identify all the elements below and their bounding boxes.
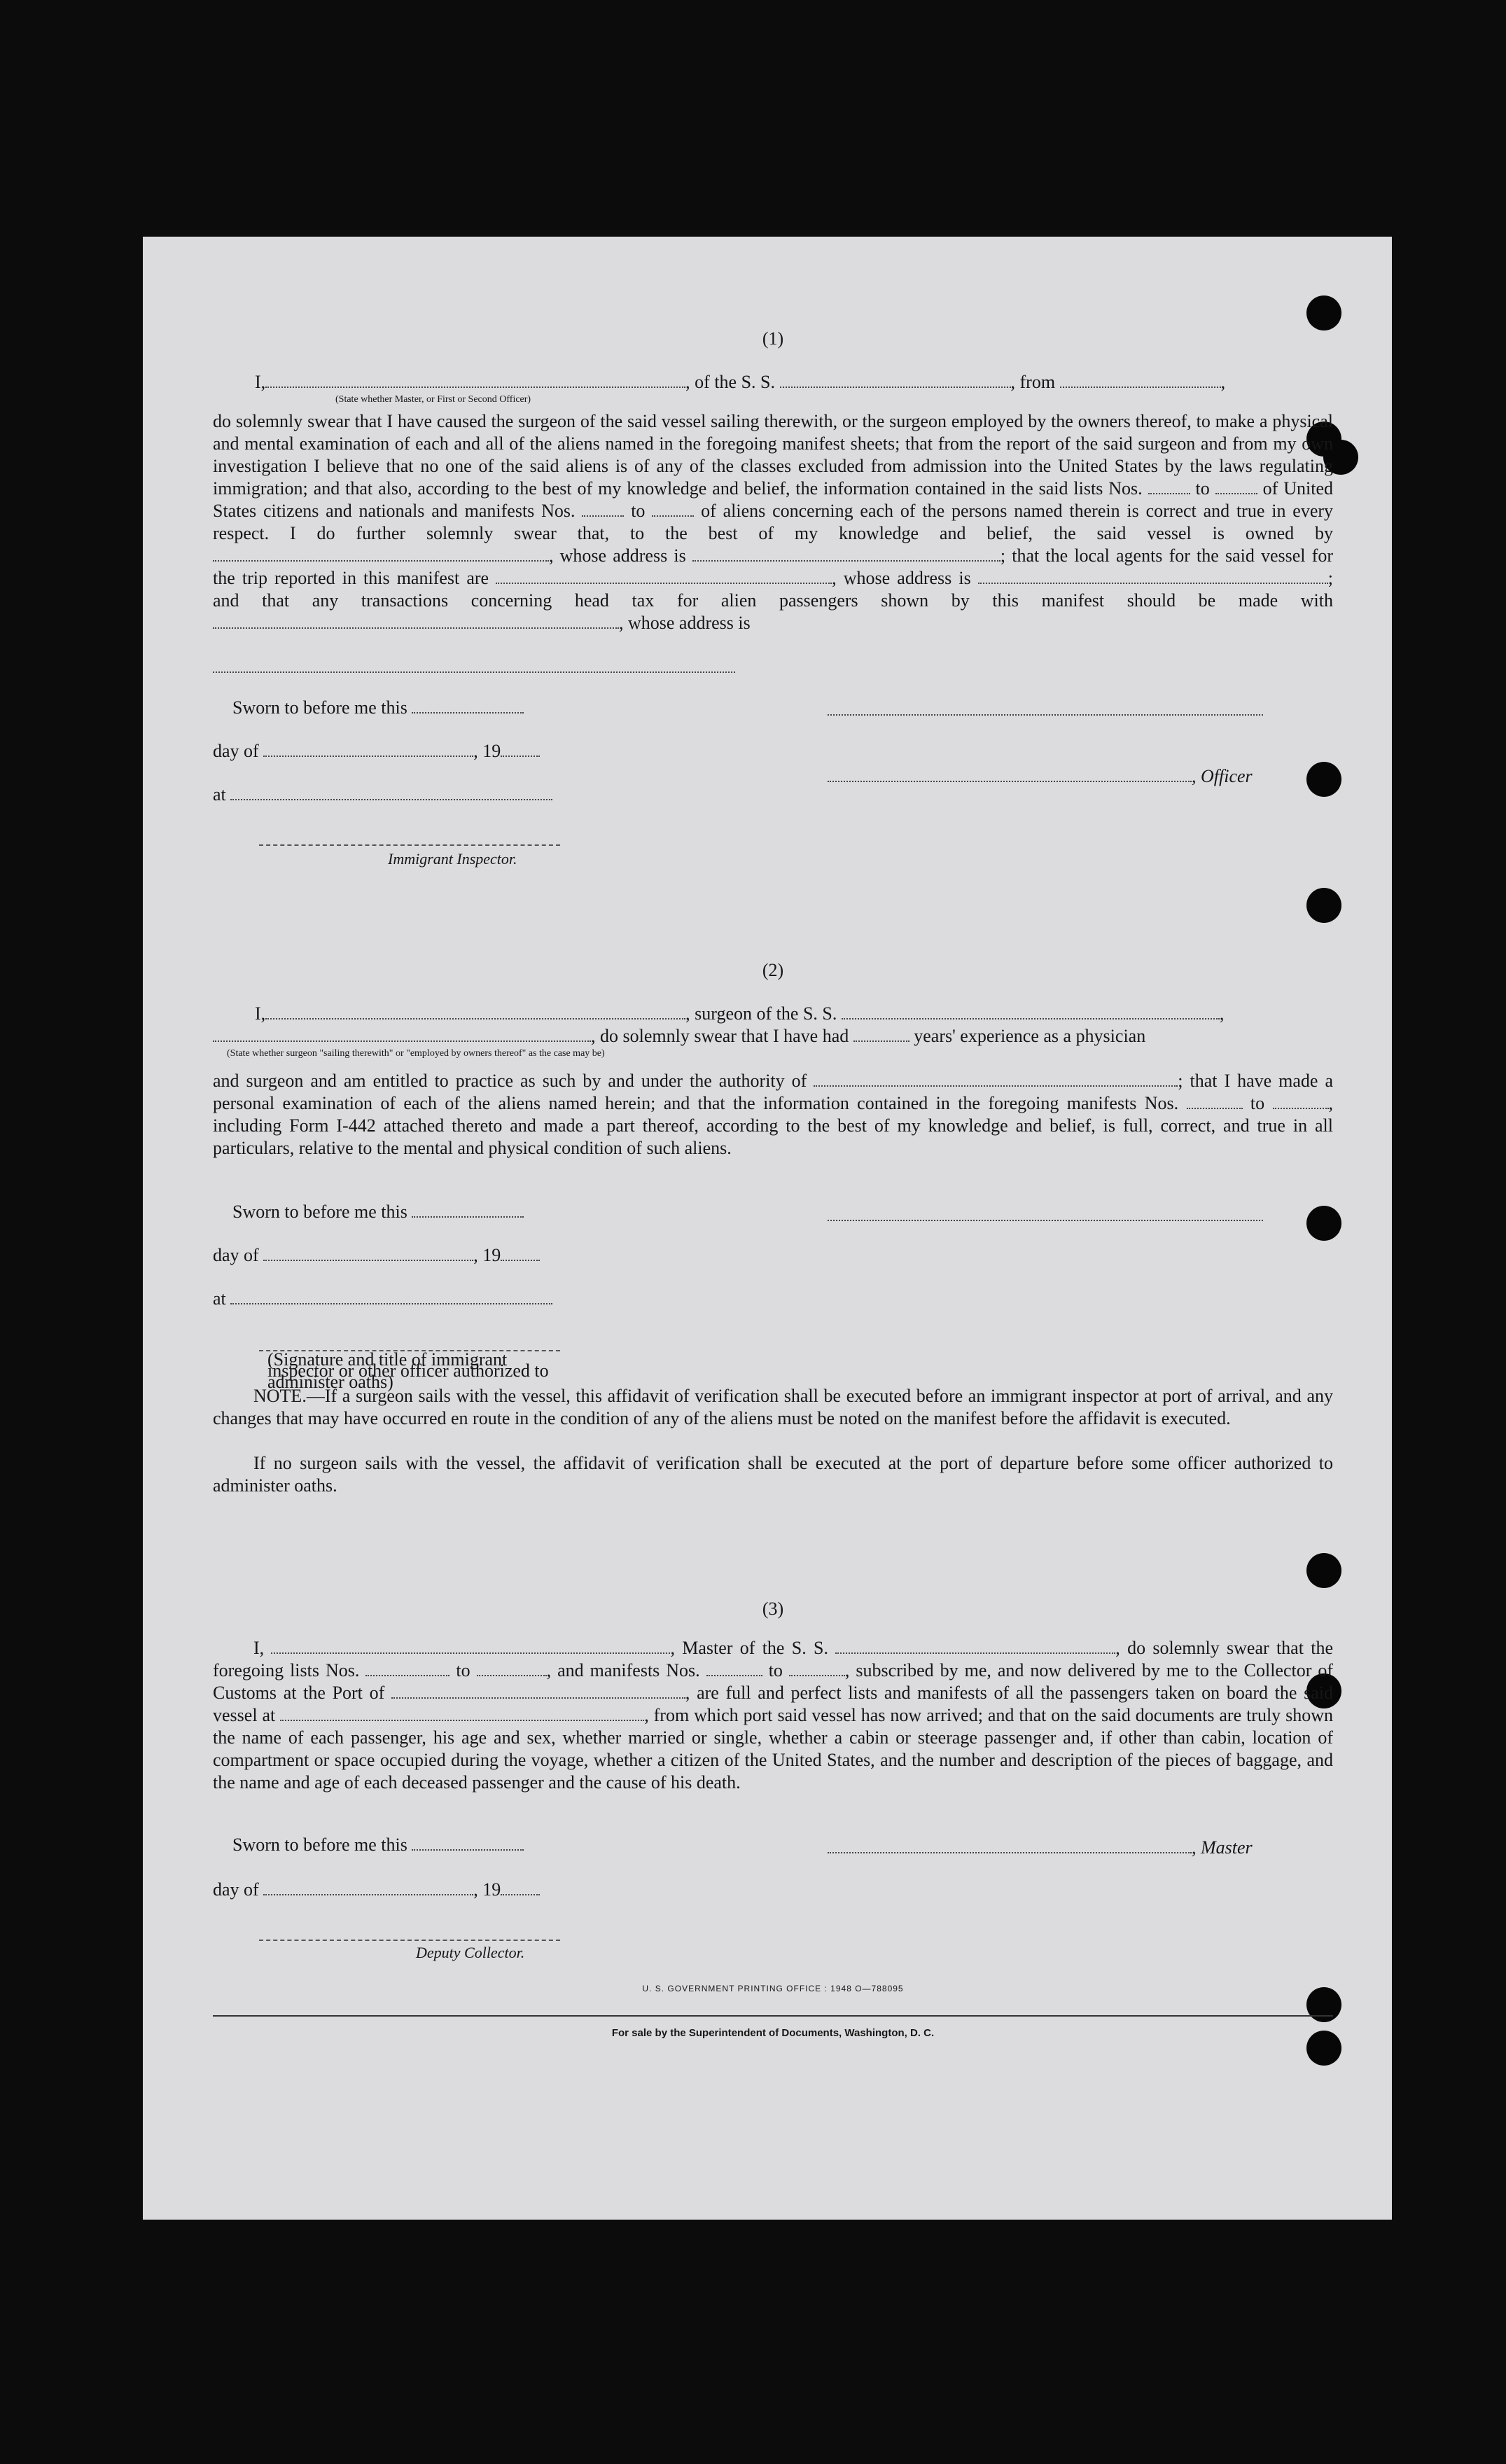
section-3-number: (3): [762, 1599, 784, 1619]
surgeon-status-caption: (State whether surgeon "sailing therewith" or "employed by owners thereof" as the case may be): [227, 1048, 605, 1059]
punch-hole: [1306, 762, 1341, 797]
officer-signature-top-line[interactable]: [828, 714, 1263, 716]
authority-field[interactable]: [814, 1071, 1178, 1087]
at-label-2: at: [213, 1288, 552, 1309]
section-2-second-line: , do solemnly swear that I have had years' experience as a physician: [213, 1025, 1333, 1047]
vessel-name-field-3[interactable]: [835, 1638, 1115, 1654]
embarkation-field[interactable]: [280, 1706, 644, 1721]
manifests-to-field-3[interactable]: [789, 1661, 845, 1676]
sale-notice: For sale by the Superintendent of Documents, Washington, D. C.: [611, 2027, 935, 2039]
month-field-2[interactable]: [263, 1246, 473, 1261]
day-of-label-2: day of , 19: [213, 1245, 540, 1266]
month-field-3[interactable]: [263, 1880, 473, 1895]
year-field[interactable]: [501, 742, 540, 757]
punch-hole: [1306, 1553, 1341, 1588]
sworn-label-3: Sworn to before me this: [232, 1835, 524, 1856]
punch-hole: [1306, 888, 1341, 923]
officer-signature-field[interactable]: [828, 767, 1192, 782]
head-tax-agent-field[interactable]: [213, 613, 619, 629]
section-2-number: (2): [762, 960, 784, 980]
manifests-from-field[interactable]: [582, 501, 624, 517]
form-page: [143, 237, 1392, 2220]
section-1-opening-line: I, , of the S. S. , from ,: [255, 372, 1226, 392]
head-tax-address-field[interactable]: [213, 671, 735, 673]
year-field-3[interactable]: [501, 1880, 540, 1895]
sworn-day-field[interactable]: [412, 698, 524, 714]
section-3-oath-text: I, , Master of the S. S. , do solemnly swear that the foregoing lists Nos. to , and manifests Nos. to , subscribed by me, and now delivered by me to the Collector of Customs at the Port of , are full and perfect lists and manifests of all the passengers taken on board the said vessel at , from which port said vessel has now arrived; and that on the said documents are truly shown the name of each passenger, his age and sex, whether married or single, whether a cabin or steerage passenger and, if other than cabin, location of compartment or space occupied during the voyage, whether a citizen of the United States, and the number and description of the pieces of baggage, and the name and age of each deceased passenger and the cause of his death.: [213, 1638, 1334, 1793]
from-port-field[interactable]: [1060, 373, 1221, 388]
master-signature: , Master: [828, 1837, 1253, 1858]
manifests-to-field-2[interactable]: [1273, 1094, 1329, 1109]
note-paragraph-2: If no surgeon sails with the vessel, the affidavit of verification shall be executed at the port of departure before some officer authorized to administer oaths.: [213, 1453, 1333, 1496]
years-field[interactable]: [853, 1026, 909, 1042]
punch-hole: [1306, 295, 1341, 330]
vessel-name-field-2[interactable]: [842, 1004, 1220, 1019]
lists-to-field-3[interactable]: [477, 1661, 547, 1676]
manifests-from-field-2[interactable]: [1187, 1094, 1243, 1109]
sworn-label: Sworn to before me this: [232, 697, 524, 718]
place-field[interactable]: [230, 785, 552, 800]
year-field-2[interactable]: [501, 1246, 540, 1261]
owner-address-field[interactable]: [692, 546, 1000, 562]
inspector-signature-line[interactable]: [259, 844, 560, 846]
officer-signature: , Officer: [828, 766, 1253, 787]
sworn-label-2: Sworn to before me this: [232, 1202, 524, 1223]
surgeon-signature-line[interactable]: [828, 1220, 1263, 1221]
place-field-2[interactable]: [230, 1289, 552, 1304]
sworn-day-field-2[interactable]: [412, 1202, 524, 1218]
surgeon-name-field[interactable]: [265, 1004, 685, 1019]
master-signature-field[interactable]: [828, 1838, 1192, 1853]
signature-caption: (Signature and title of immigrant inspector or other officer authorized to administer oaths): [267, 1349, 549, 1392]
agents-address-field[interactable]: [978, 569, 1328, 584]
lists-to-field[interactable]: [1215, 479, 1257, 494]
deputy-title: Deputy Collector.: [416, 1944, 525, 1961]
day-of-label: day of , 19: [213, 741, 540, 762]
section-1-number: (1): [762, 328, 784, 349]
manifests-to-field[interactable]: [652, 501, 694, 517]
at-label: at: [213, 784, 552, 805]
rank-field[interactable]: [265, 373, 685, 388]
master-name-field[interactable]: [271, 1638, 670, 1654]
sworn-day-field-3[interactable]: [412, 1835, 524, 1851]
vessel-name-field[interactable]: [780, 373, 1011, 388]
month-field[interactable]: [263, 742, 473, 757]
section-2-oath-text: and surgeon and am entitled to practice as such by and under the authority of ; that I have made a personal examination of each of the aliens named herein; and that the information contained in the foregoing manifests Nos. to , including Form I-442 attached thereto and made a part thereof, according to the best of my knowledge and belief, is full, correct, and true in all particulars, relative to the mental and physical condition of such aliens.: [213, 1071, 1334, 1158]
inspector-title: Immigrant Inspector.: [388, 850, 517, 868]
surgeon-status-field[interactable]: [213, 1026, 591, 1042]
lists-from-field-3[interactable]: [365, 1661, 449, 1676]
local-agents-field[interactable]: [496, 569, 832, 584]
owner-field[interactable]: [213, 546, 549, 562]
section-2-opening-line: I, , surgeon of the S. S. ,: [255, 1003, 1225, 1024]
port-field[interactable]: [391, 1683, 685, 1699]
deputy-signature-line[interactable]: [259, 1940, 560, 1941]
day-of-label-3: day of , 19: [213, 1879, 540, 1900]
lists-from-field[interactable]: [1148, 479, 1190, 494]
manifests-from-field-3[interactable]: [706, 1661, 762, 1676]
punch-hole: [1306, 1206, 1341, 1241]
gpo-imprint: U. S. GOVERNMENT PRINTING OFFICE : 1948 O—788095: [642, 1984, 904, 1993]
rank-caption: (State whether Master, or First or Second Officer): [335, 394, 531, 405]
footer-rule: [213, 2015, 1333, 2017]
section-1-oath-text: do solemnly swear that I have caused the surgeon of the said vessel sailing therewith, or the surgeon employed by the owners thereof, to make a physical and mental examination of each and all of the aliens named in the foregoing manifest sheets; that from the report of the said surgeon and from my own investigation I believe that no one of the said aliens is of any of the classes excluded from admission into the United States by the laws regulating immigration; and that also, according to the best of my knowledge and belief, the information contained in the said lists Nos. to of United States citizens and nationals and manifests Nos. to of aliens concerning each of the persons named therein is correct and true in every respect. I do further solemnly swear that, to the best of my knowledge and belief, the said vessel is owned by , whose address is ; that the local agents for the said vessel for the trip reported in this manifest are , whose address is ; and that any transactions concerning head tax for alien passengers shown by this manifest should be made with , whose address is: [213, 411, 1334, 633]
note-paragraph: NOTE.—If a surgeon sails with the vessel, this affidavit of verification shall be executed before an immigrant inspector at port of arrival, and any changes that may have occurred en route in the condition of any of the aliens must be noted on the manifest before the affidavit is executed.: [213, 1386, 1333, 1428]
